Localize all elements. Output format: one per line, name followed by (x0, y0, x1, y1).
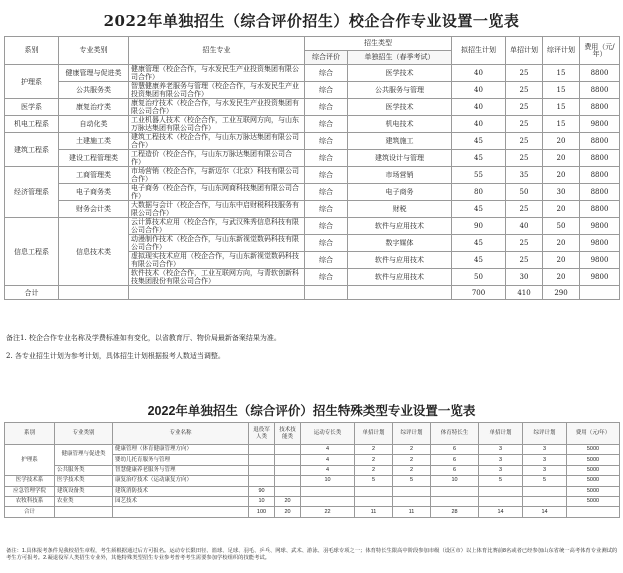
major-cell: 健康管理（校企合作，与水发民生产业投资集团有限公司合作） (129, 65, 305, 82)
single-plan-cell: 2 (355, 465, 393, 475)
spring-major-cell: 财税 (348, 201, 452, 218)
header-fee: 费用（元/年） (580, 37, 620, 65)
plan-cell: 45 (452, 133, 506, 150)
dept-cell: 建筑工程系 (5, 133, 59, 167)
single-plan-cell: 25 (506, 201, 543, 218)
comp-plan-cell: 11 (393, 507, 431, 517)
table2-title: 2022年单独招生（综合评价）招生特殊类型专业设置一览表 (147, 404, 476, 418)
spring-major-cell: 医学技术 (348, 65, 452, 82)
single-plan-cell: 2 (355, 445, 393, 455)
comp-plan-cell: 5 (393, 476, 431, 486)
total-row (5, 286, 620, 300)
t2-header-category: 专业类别 (55, 423, 113, 445)
table-row (5, 201, 620, 218)
table-row (5, 184, 620, 201)
category-cell: 农业类 (55, 496, 113, 506)
spring-major-cell: 建筑施工 (348, 133, 452, 150)
single-plan-cell: 25 (506, 133, 543, 150)
single-plan-cell: 11 (355, 507, 393, 517)
fee-cell: 8800 (580, 99, 620, 116)
category-cell: 财务会计类 (59, 201, 129, 218)
single-plan-cell: 25 (506, 65, 543, 82)
single-plan-cell: 30 (506, 269, 543, 286)
type-cell: 综合 (305, 184, 348, 201)
total-plan: 700 (452, 286, 506, 300)
type-cell: 综合 (305, 201, 348, 218)
spring-major-cell: 电子商务 (348, 184, 452, 201)
name-cell: 康复治疗技术（运动康复方向） (113, 476, 249, 486)
sport-cell (301, 486, 355, 496)
header-comp-plan: 综评计划 (543, 37, 580, 65)
major-cell: 虚拟现实技术应用（校企合作，与山东新视觉数码科技有限公司合作） (129, 252, 305, 269)
name-cell: 智慧健康养老服务与管理 (113, 465, 249, 475)
single-plan-cell (355, 486, 393, 496)
single-plan-cell: 35 (506, 167, 543, 184)
single-plan-cell: 5 (355, 476, 393, 486)
category-cell: 建筑设备类 (55, 486, 113, 496)
comp-plan-cell: 50 (543, 218, 580, 235)
table-row (5, 167, 620, 184)
type-cell: 综合 (305, 82, 348, 99)
major-cell: 云计算技术应用（校企合作，与武汉殊秀信息科技有限公司合作） (129, 218, 305, 235)
header-plan: 拟招生计划 (452, 37, 506, 65)
table-row (5, 486, 620, 496)
type-cell: 综合 (305, 133, 348, 150)
comp-plan-cell: 20 (543, 201, 580, 218)
pe-cell: 28 (431, 507, 479, 517)
spring-major-cell: 医学技术 (348, 99, 452, 116)
header-dept: 系别 (5, 37, 59, 65)
major-cell: 软件技术（校企合作，工业互联网方向，与青软创新科技集团股份有限公司合作） (129, 269, 305, 286)
major-cell: 康复治疗技术（校企合作，与水发民生产业投资集团有限公司合作） (129, 99, 305, 116)
total-comp-plan: 290 (543, 286, 580, 300)
veteran-cell: 10 (249, 496, 275, 506)
category-cell: 康复治疗类 (59, 99, 129, 116)
fee-cell: 5000 (567, 465, 620, 475)
total-label: 合计 (5, 286, 59, 300)
sport-cell: 4 (301, 465, 355, 475)
t2-header-fee: 费用（元/年） (567, 423, 620, 445)
fee-cell: 9800 (580, 252, 620, 269)
sport-cell: 4 (301, 455, 355, 465)
t2-header-sport: 运动专长类 (301, 423, 355, 445)
table-row (5, 99, 620, 116)
single-plan-cell: 2 (355, 455, 393, 465)
veteran-cell: 100 (249, 507, 275, 517)
fee-cell: 9800 (580, 218, 620, 235)
veteran-cell: 90 (249, 486, 275, 496)
major-cell: 工程造价（校企合作，与山东万脉达集团有限公司合作） (129, 150, 305, 167)
sport-cell: 10 (301, 476, 355, 486)
fee-cell: 8800 (580, 184, 620, 201)
single-plan-cell: 25 (506, 150, 543, 167)
name-cell: 健康管理（体育健康管理方向） (113, 445, 249, 455)
t2-header-pe: 体育特长生 (431, 423, 479, 445)
major-cell: 工业机器人技术（校企合作，工业互联网方向，与山东万脉达集团有限公司合作） (129, 116, 305, 133)
header-comprehensive: 综合评价 (305, 51, 348, 65)
single-plan-cell: 25 (506, 252, 543, 269)
plan-cell: 45 (452, 201, 506, 218)
comp-plan-2-cell (523, 486, 567, 496)
plan-cell: 40 (452, 99, 506, 116)
plan-cell: 55 (452, 167, 506, 184)
t2-header-tech: 技术技能类 (275, 423, 301, 445)
type-cell: 综合 (305, 167, 348, 184)
category-cell: 健康管理与促进类 (59, 65, 129, 82)
fee-cell: 5000 (567, 445, 620, 455)
veteran-cell (249, 455, 275, 465)
comp-plan-cell: 20 (543, 252, 580, 269)
type-cell: 综合 (305, 269, 348, 286)
pe-cell: 6 (431, 465, 479, 475)
header-category: 专业类别 (59, 37, 129, 65)
header-single-plan: 单招计划 (506, 37, 543, 65)
category-cell (55, 507, 113, 517)
t2-header-comp-plan: 综评计划 (393, 423, 431, 445)
dept-cell: 经济管理系 (5, 167, 59, 218)
fee-cell: 9800 (580, 116, 620, 133)
t2-header-dept: 系别 (5, 423, 55, 445)
comp-plan-cell: 30 (543, 184, 580, 201)
single-plan-2-cell: 3 (479, 465, 523, 475)
veteran-cell (249, 476, 275, 486)
plan-cell: 45 (452, 235, 506, 252)
table-row (5, 218, 620, 235)
comp-plan-cell (393, 486, 431, 496)
major-cell: 动漫制作技术（校企合作，与山东新视觉数码科技有限公司合作） (129, 235, 305, 252)
major-cell: 大数据与会计（校企合作，与山东中启财税科技服务有限公司合作） (129, 201, 305, 218)
single-plan-cell: 25 (506, 235, 543, 252)
major-cell: 建筑工程技术（校企合作，与山东万脉达集团有限公司合作） (129, 133, 305, 150)
table-row (5, 496, 620, 506)
fee-cell: 8800 (580, 65, 620, 82)
category-cell: 公共服务类 (59, 82, 129, 99)
single-plan-2-cell: 14 (479, 507, 523, 517)
tech-cell: 20 (275, 496, 301, 506)
category-cell: 电子商务类 (59, 184, 129, 201)
table-row (5, 465, 620, 475)
spring-major-cell: 公共服务与管理 (348, 82, 452, 99)
name-cell: 园艺技术 (113, 496, 249, 506)
dept-cell: 护理系 (5, 445, 55, 476)
comp-plan-cell: 20 (543, 150, 580, 167)
table-row (5, 65, 620, 82)
table1-note-1: 备注1. 校企合作专业名称及学费标准如有变化，以省教育厅、物价局最新备案结果为准。 (6, 334, 281, 342)
tech-cell (275, 455, 301, 465)
fee-cell: 5000 (567, 486, 620, 496)
fee-cell: 5000 (567, 496, 620, 506)
plan-cell: 80 (452, 184, 506, 201)
major-cell: 市场营销（校企合作，与新迈尔（北京）科技有限公司合作） (129, 167, 305, 184)
fee-cell: 9800 (580, 269, 620, 286)
t2-header-single-plan-2: 单招计划 (479, 423, 523, 445)
type-cell: 综合 (305, 235, 348, 252)
fee-cell: 8800 (580, 82, 620, 99)
total-single-plan: 410 (506, 286, 543, 300)
table-row (5, 476, 620, 486)
category-cell: 建设工程管理类 (59, 150, 129, 167)
category-cell: 医学技术类 (55, 476, 113, 486)
category-cell: 健康管理与促进类 (55, 445, 113, 466)
comp-plan-cell: 20 (543, 167, 580, 184)
comp-plan-cell: 15 (543, 99, 580, 116)
dept-cell: 护理系 (5, 65, 59, 99)
type-cell: 综合 (305, 116, 348, 133)
comp-plan-2-cell (523, 496, 567, 506)
t2-header-name: 专业名称 (113, 423, 249, 445)
dept-cell: 机电工程系 (5, 116, 59, 133)
dept-cell: 医学系 (5, 99, 59, 116)
table-row (5, 150, 620, 167)
tech-cell: 20 (275, 507, 301, 517)
major-cell: 智慧健康养老服务与管理（校企合作，与水发民生产业投资集团有限公司合作） (129, 82, 305, 99)
comp-plan-cell (393, 496, 431, 506)
comp-plan-cell: 15 (543, 65, 580, 82)
comp-plan-2-cell: 14 (523, 507, 567, 517)
plan-cell: 40 (452, 65, 506, 82)
table2-header-row (5, 423, 620, 445)
t2-header-single-plan: 单招计划 (355, 423, 393, 445)
comp-plan-2-cell: 3 (523, 445, 567, 455)
spring-major-cell: 软件与应用技术 (348, 218, 452, 235)
table-row (5, 116, 620, 133)
type-cell: 综合 (305, 65, 348, 82)
name-cell: 婴幼儿托育服务与管理 (113, 455, 249, 465)
header-type-group: 招生类型 (305, 37, 452, 51)
fee-cell: 5000 (567, 455, 620, 465)
spring-major-cell: 数字媒体 (348, 235, 452, 252)
spring-major-cell: 建筑设计与管理 (348, 150, 452, 167)
dept-cell: 医学技术系 (5, 476, 55, 486)
name-cell (113, 507, 249, 517)
plan-cell: 40 (452, 116, 506, 133)
fee-cell: 8800 (580, 133, 620, 150)
comp-plan-2-cell: 3 (523, 455, 567, 465)
pe-cell: 6 (431, 445, 479, 455)
t2-header-veteran: 退役军人类 (249, 423, 275, 445)
comp-plan-cell: 15 (543, 116, 580, 133)
table-row (5, 133, 620, 150)
table2-note: 备注：1.具体报考条件见我校招生章程，考生须根据通过后方可报名。运动专长限田径、篮球、足球、羽毛、乒乓、网球、武术、游泳、羽毛球专项之一；体育特长生限高中阶段参加市级（设区市）以上体育比赛前8名或者已经参加山东省统一高考体育专业测试的考生方可报考。2.凝退役军人类招生专业外，其他特殊类型招生专业参考普考考生需要参加学校组织的技能考试。 (6, 548, 618, 561)
comp-plan-cell: 2 (393, 465, 431, 475)
tech-cell (275, 445, 301, 455)
comp-plan-cell: 2 (393, 455, 431, 465)
comp-plan-cell: 20 (543, 269, 580, 286)
comp-plan-2-cell: 3 (523, 465, 567, 475)
dept-cell: 应急管理学院 (5, 486, 55, 496)
spring-major-cell: 软件与应用技术 (348, 252, 452, 269)
t2-header-comp-plan-2: 综评计划 (523, 423, 567, 445)
total-label: 合计 (5, 507, 55, 517)
category-cell: 工商管理类 (59, 167, 129, 184)
veteran-cell (249, 445, 275, 455)
tech-cell (275, 465, 301, 475)
name-cell: 建筑消防技术 (113, 486, 249, 496)
comp-plan-cell: 15 (543, 82, 580, 99)
single-plan-2-cell: 3 (479, 445, 523, 455)
sport-cell: 22 (301, 507, 355, 517)
plan-cell: 90 (452, 218, 506, 235)
spring-major-cell: 机电技术 (348, 116, 452, 133)
single-plan-2-cell (479, 496, 523, 506)
plan-cell: 40 (452, 82, 506, 99)
table1-note-2: 2. 各专业招生计划为参考计划，具体招生计划根据报考人数适当调整。 (6, 352, 225, 360)
single-plan-2-cell: 3 (479, 455, 523, 465)
category-cell: 土建施工类 (59, 133, 129, 150)
plan-cell: 45 (452, 252, 506, 269)
plan-cell: 45 (452, 150, 506, 167)
comp-plan-2-cell: 5 (523, 476, 567, 486)
table-row (5, 445, 620, 455)
category-cell: 自动化类 (59, 116, 129, 133)
table-row (5, 82, 620, 99)
comp-plan-cell: 2 (393, 445, 431, 455)
sport-cell: 4 (301, 445, 355, 455)
sport-cell (301, 496, 355, 506)
single-plan-cell: 40 (506, 218, 543, 235)
fee-cell (567, 507, 620, 517)
single-plan-cell: 50 (506, 184, 543, 201)
category-cell: 公共服务类 (55, 465, 113, 475)
single-plan-cell: 25 (506, 116, 543, 133)
comp-plan-cell: 20 (543, 133, 580, 150)
header-single-spring: 单独招生（春季考试） (348, 51, 452, 65)
pe-cell: 10 (431, 476, 479, 486)
fee-cell: 8800 (580, 167, 620, 184)
fee-cell: 5000 (567, 476, 620, 486)
veteran-cell (249, 465, 275, 475)
major-cell: 电子商务（校企合作，与山东网商科技集团有限公司合作） (129, 184, 305, 201)
type-cell: 综合 (305, 218, 348, 235)
pe-cell (431, 496, 479, 506)
fee-cell: 8800 (580, 150, 620, 167)
pe-cell (431, 486, 479, 496)
tech-cell (275, 476, 301, 486)
dept-cell: 农牧科技系 (5, 496, 55, 506)
fee-cell: 9800 (580, 235, 620, 252)
dept-cell: 信息工程系 (5, 218, 59, 286)
plan-cell: 50 (452, 269, 506, 286)
category-cell: 信息技术类 (59, 218, 129, 286)
comp-plan-cell: 20 (543, 235, 580, 252)
type-cell: 综合 (305, 252, 348, 269)
total-row (5, 507, 620, 517)
single-plan-cell: 25 (506, 99, 543, 116)
header-major: 招生专业 (129, 37, 305, 65)
tech-cell (275, 486, 301, 496)
spring-major-cell: 软件与应用技术 (348, 269, 452, 286)
single-plan-cell (355, 496, 393, 506)
pe-cell: 6 (431, 455, 479, 465)
spring-major-cell: 市场营销 (348, 167, 452, 184)
major-table (4, 36, 620, 300)
type-cell: 综合 (305, 150, 348, 167)
single-plan-2-cell: 5 (479, 476, 523, 486)
fee-cell: 8800 (580, 201, 620, 218)
special-type-table (4, 422, 620, 518)
type-cell: 综合 (305, 99, 348, 116)
single-plan-cell: 25 (506, 82, 543, 99)
single-plan-2-cell (479, 486, 523, 496)
table1-title: 2022年单独招生（综合评价招生）校企合作专业设置一览表 (103, 12, 520, 30)
